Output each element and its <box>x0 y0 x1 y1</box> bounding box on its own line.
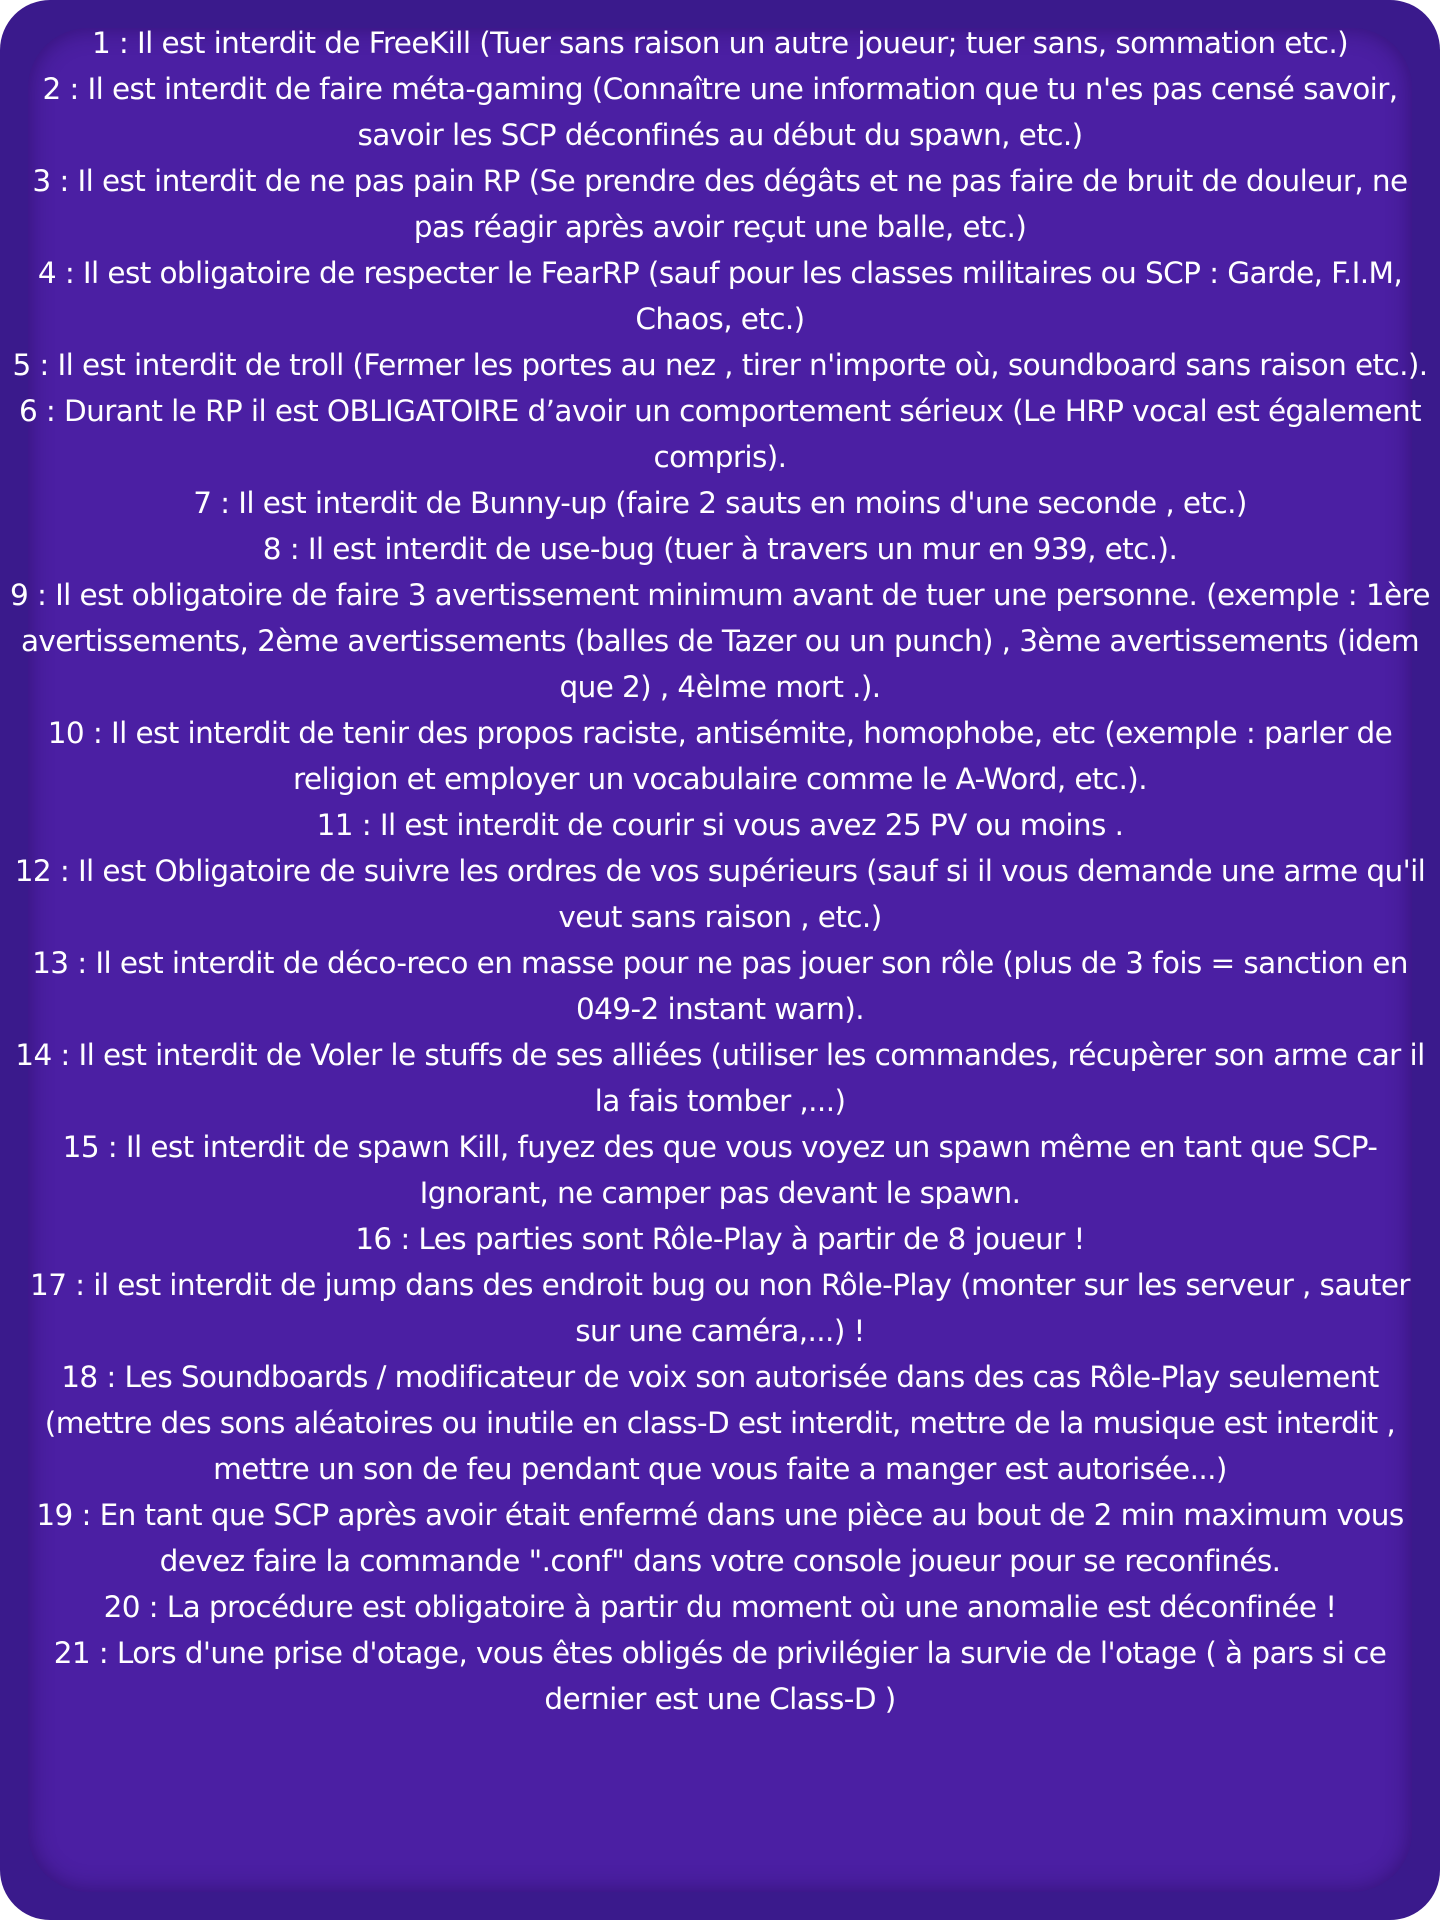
rule-6: 6 : Durant le RP il est OBLIGATOIRE d’avoir un comportement sérieux (Le HRP vocal est également compris). <box>18 394 1422 474</box>
rule-17: 17 : il est interdit de jump dans des endroit bug ou non Rôle-Play (monter sur les serveur , sauter sur une caméra,...) ! <box>30 1268 1410 1348</box>
rule-18: 18 : Les Soundboards / modificateur de voix son autorisée dans des cas Rôle-Play seulement (mettre des sons aléatoires ou inutile en class-D est interdit, mettre de la musique est interdit , mettre un son de feu pendant que vous faite a manger est autorisée...) <box>44 1360 1396 1486</box>
rule-19: 19 : En tant que SCP après avoir était enfermé dans une pièce au bout de 2 min maximum vous devez faire la commande ".conf" dans votre console joueur pour se reconfinés. <box>36 1498 1404 1578</box>
rule-9: 9 : Il est obligatoire de faire 3 avertissement minimum avant de tuer une personne. (exemple : 1ère avertissements, 2ème avertissements (balles de Tazer ou un punch) , 3ème avertissements (idem que 2) , 4èlme mort .). <box>10 578 1430 704</box>
rule-7: 7 : Il est interdit de Bunny-up (faire 2 sauts en moins d'une seconde , etc.) <box>193 486 1247 520</box>
rule-13: 13 : Il est interdit de déco-reco en masse pour ne pas jouer son rôle (plus de 3 fois = sanction en 049-2 instant warn). <box>32 946 1408 1026</box>
rule-20: 20 : La procédure est obligatoire à partir du moment où une anomalie est déconfinée ! <box>103 1590 1337 1624</box>
rule-3: 3 : Il est interdit de ne pas pain RP (Se prendre des dégâts et ne pas faire de bruit de douleur, ne pas réagir après avoir reçut une balle, etc.) <box>32 164 1408 244</box>
rules-list <box>0 20 1440 1722</box>
rule-4: 4 : Il est obligatoire de respecter le FearRP (sauf pour les classes militaires ou SCP : Garde, F.I.M, Chaos, etc.) <box>37 256 1403 336</box>
rule-5: 5 : Il est interdit de troll (Fermer les portes au nez , tirer n'importe où, soundboard sans raison etc.). <box>12 348 1428 382</box>
rule-8: 8 : Il est interdit de use-bug (tuer à travers un mur en 939, etc.). <box>262 532 1178 566</box>
rule-10: 10 : Il est interdit de tenir des propos raciste, antisémite, homophobe, etc (exemple : parler de religion et employer un vocabulaire comme le A-Word, etc.). <box>47 716 1393 796</box>
rule-2: 2 : Il est interdit de faire méta-gaming (Connaître une information que tu n'es pas censé savoir, savoir les SCP déconfinés au début du spawn, etc.) <box>42 72 1398 152</box>
rule-16: 16 : Les parties sont Rôle-Play à partir de 8 joueur ! <box>355 1222 1085 1256</box>
rule-15: 15 : Il est interdit de spawn Kill, fuyez des que vous voyez un spawn même en tant que SCP-Ignorant, ne camper pas devant le spawn. <box>62 1130 1378 1210</box>
rule-21: 21 : Lors d'une prise d'otage, vous êtes obligés de privilégier la survie de l'otage ( à pars si ce dernier est une Class-D ) <box>53 1636 1387 1716</box>
rule-14: 14 : Il est interdit de Voler le stuffs de ses alliées (utiliser les commandes, récupèrer son arme car il la fais tomber ,...) <box>15 1038 1425 1118</box>
rule-1: 1 : Il est interdit de FreeKill (Tuer sans raison un autre joueur; tuer sans, sommation etc.) <box>91 26 1349 60</box>
rule-12: 12 : Il est Obligatoire de suivre les ordres de vos supérieurs (sauf si il vous demande une arme qu'il veut sans raison , etc.) <box>14 854 1426 934</box>
rule-11: 11 : Il est interdit de courir si vous avez 25 PV ou moins . <box>316 808 1124 842</box>
